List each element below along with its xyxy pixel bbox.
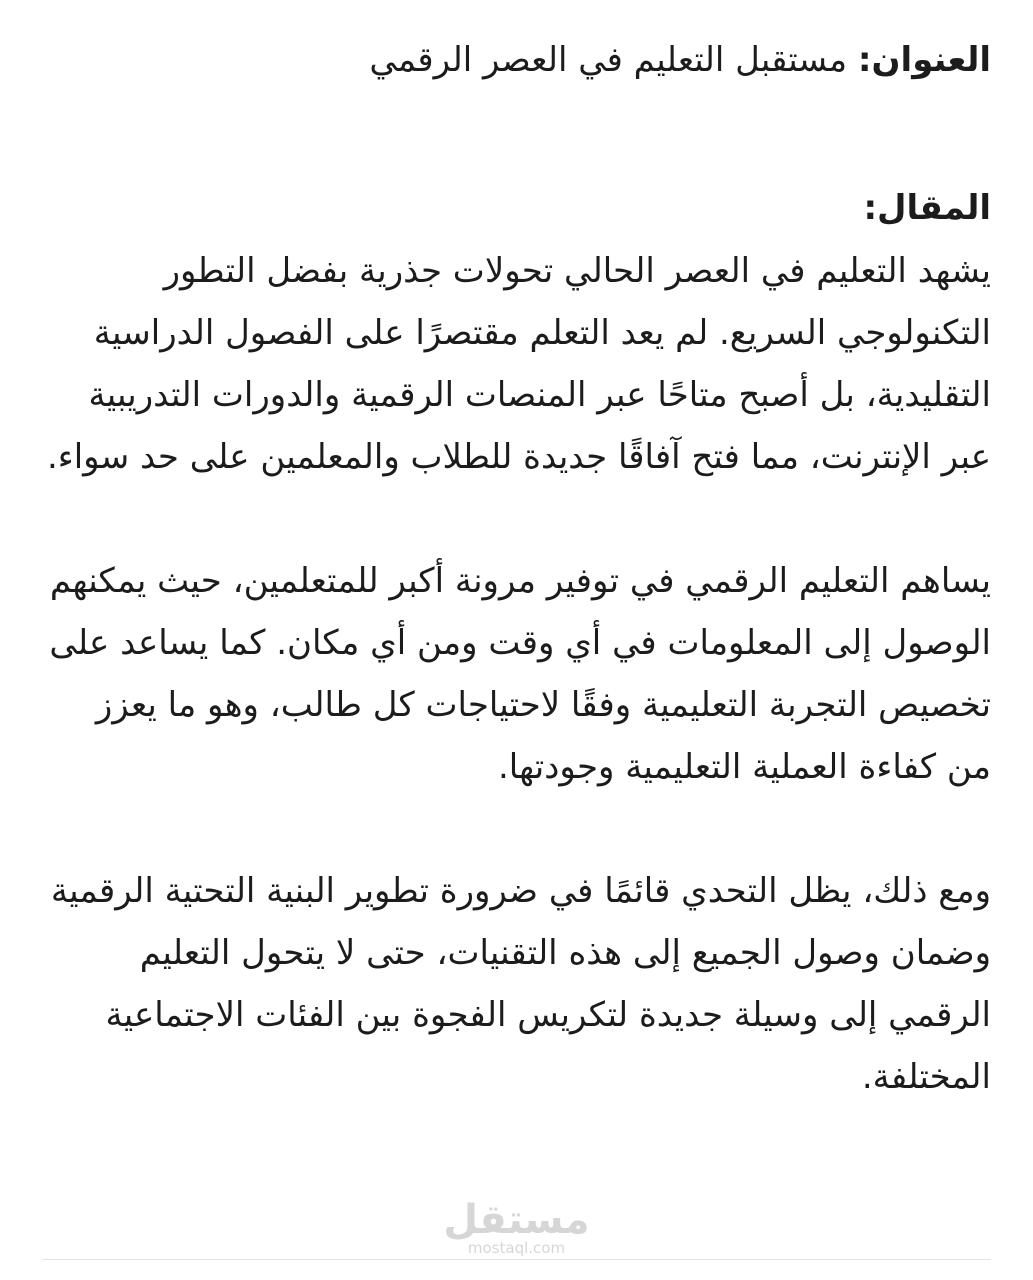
watermark-url: mostaql.com	[467, 1239, 566, 1257]
watermark-logo-text: مستقل	[443, 1197, 590, 1243]
paragraph-2: يساهم التعليم الرقمي في توفير مرونة أكبر للمتعلمين، حيث يمكنهم الوصول إلى المعلومات في أي وقت ومن أي مكان. كما يساعد على تخصيص التجربة التعليمية وفقًا لاحتياجات كل طالب، وهو ما يعزز من كفاءة العملية التعليمية وجودتها.	[49, 561, 991, 787]
article-title	[41, 28, 991, 92]
article	[41, 28, 991, 1108]
mostaql-watermark	[0, 1197, 1033, 1257]
divider	[42, 1259, 991, 1260]
paragraph-3: ومع ذلك، يظل التحدي قائمًا في ضرورة تطوير البنية التحتية الرقمية وضمان وصول الجميع إلى هذه التقنيات، حتى لا يتحول التعليم الرقمي إلى وسيلة جديدة لتكريس الفجوة بين الفئات الاجتماعية المختلفة.	[50, 871, 991, 1097]
paragraph-1: يشهد التعليم في العصر الحالي تحولات جذرية بفضل التطور التكنولوجي السريع. لم يعد التعلم مقتصرًا على الفصول الدراسية التقليدية، بل أصبح متاحًا عبر المنصات الرقمية والدورات التدريبية عبر الإنترنت، مما فتح آفاقًا جديدة للطلاب والمعلمين على حد سواء.	[46, 251, 991, 477]
title-label: العنوان:	[857, 40, 991, 80]
title-text: مستقبل التعليم في العصر الرقمي	[369, 40, 848, 80]
body-label: المقال:	[863, 188, 991, 228]
